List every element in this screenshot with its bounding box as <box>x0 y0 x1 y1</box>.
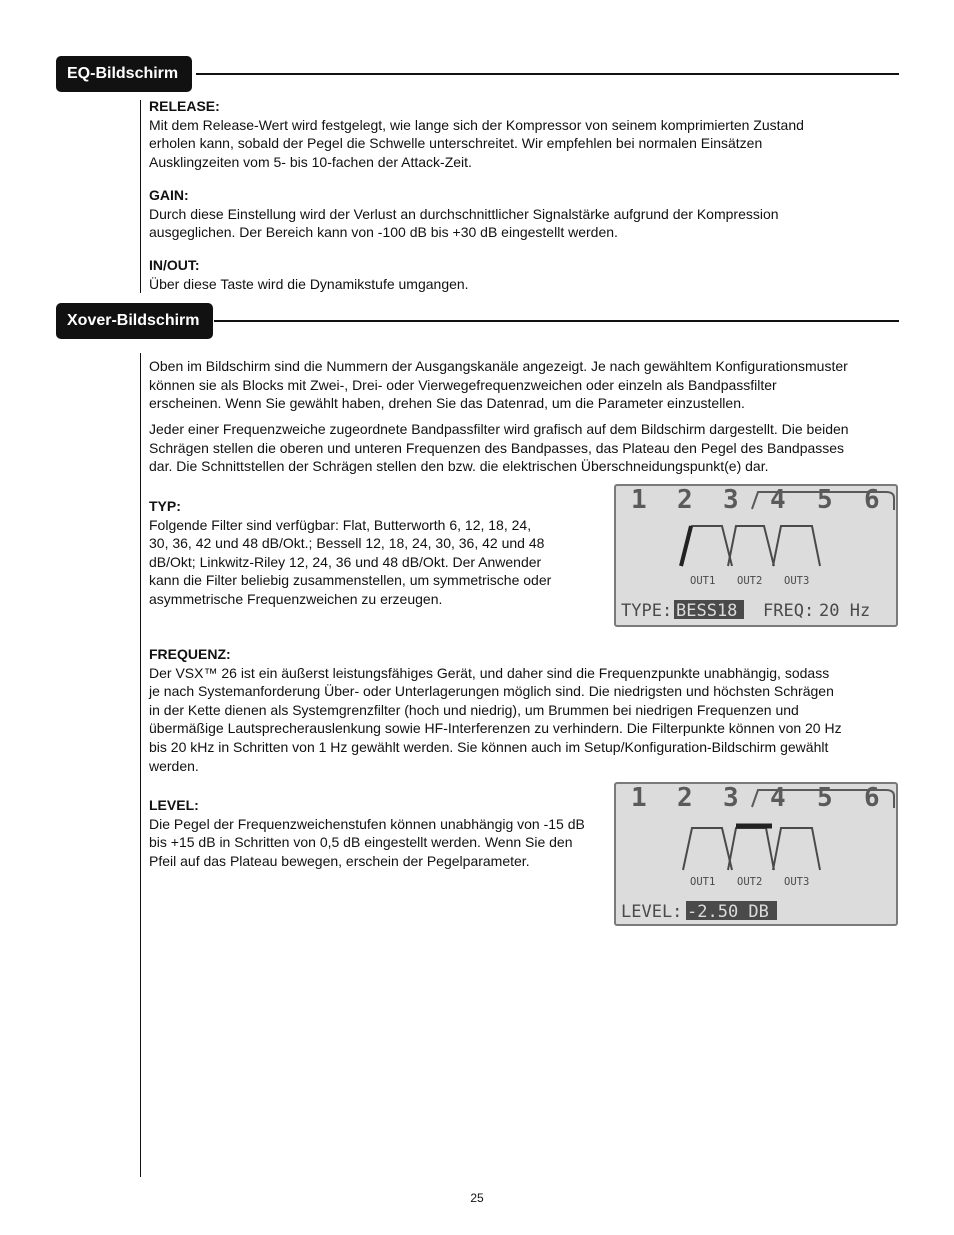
intro-line: Jeder einer Frequenzweiche zugeordnete Bandpassfilter wird grafisch auf dem Bildschirm dargestellt. Die beiden <box>149 421 849 437</box>
lcd-out-label: OUT3 <box>784 575 810 587</box>
typ-heading: TYP: <box>149 498 181 514</box>
lcd-xover-level-graphic <box>616 784 896 924</box>
typ-line: 30, 36, 42 und 48 dB/Okt.; Bessell 12, 18, 24, 30, 36, 42 und 48 <box>149 535 545 552</box>
frequenz-line: je nach Systemanforderung Über- oder Unterlagerungen möglich sind. Die niedrigsten und höchsten Schrägen <box>149 683 834 700</box>
xover-level <box>149 796 585 870</box>
lcd-channel-number: 3 <box>723 486 739 515</box>
frequenz-line: in der Kette dienen als Systemgrenzfilter (hoch und niedrig), um Brummen bei niedrigen Frequenzen und <box>149 701 799 718</box>
xover-frequenz <box>149 645 842 775</box>
lcd-out-label: OUT1 <box>690 876 716 888</box>
release-line: erholen kann, sobald der Pegel die Schwelle unterschreitet. Wir empfehlen bei normalen Einsätzen <box>149 135 763 152</box>
intro-line: können sie als Blocks mit Zwei-, Drei- oder Vierwegefrequenzweichen oder einzeln als Bandpassfilter <box>149 376 777 393</box>
lcd-out-label: OUT1 <box>690 575 716 587</box>
typ-line: asymmetrische Frequenzweichen zu erzeugen. <box>149 590 443 607</box>
frequenz-heading: FREQUENZ: <box>149 646 231 662</box>
typ-line: dB/Okt; Linkwitz-Riley 12, 24, 36 und 48 dB/Okt. Der Anwender <box>149 553 542 570</box>
gain-line: ausgeglichen. Der Bereich kann von -100 dB bis +30 dB eingestellt werden. <box>149 224 618 241</box>
section-title-xover: Xover-Bildschirm <box>56 303 213 339</box>
lcd-out-label: OUT2 <box>737 876 763 888</box>
lcd-channel-number: 2 <box>677 784 693 813</box>
lcd-channel-number: 5 <box>817 784 833 813</box>
frequenz-line: übermäßige Lautsprecherauslenkung sowie HF-Interferenzen zu verhindern. Die Filterpunkte können von 20 Hz <box>149 720 842 737</box>
lcd-freq-value: 20 Hz <box>819 601 871 621</box>
lcd-type-value: BESS18 <box>676 601 738 621</box>
lcd-out-label: OUT2 <box>737 575 763 587</box>
intro-line: Schrägen stellen die oberen und unteren Frequenzen des Bandpasses, das Plateau den Pegel des Bandpasses <box>149 439 845 456</box>
release-line: Ausklingzeiten vom 5- bis 10-fachen der Attack-Zeit. <box>149 153 472 170</box>
lcd-filter-curves <box>683 828 820 870</box>
xover-intro-2 <box>149 420 849 476</box>
lcd-channel-number: 4 <box>770 486 786 515</box>
lcd-selected-slope <box>681 526 691 566</box>
lcd-channel-number: 6 <box>864 784 880 813</box>
gain-heading: GAIN: <box>149 187 189 203</box>
inout-heading: IN/OUT: <box>149 257 200 273</box>
level-heading: LEVEL: <box>149 797 199 813</box>
margin-rule-eq <box>140 100 141 293</box>
release-line: Mit dem Release-Wert wird festgelegt, wie lange sich der Kompressor von seinem komprimierten Zustand <box>149 116 804 133</box>
lcd-freq-label: FREQ: <box>763 601 815 621</box>
frequenz-line: bis 20 kHz in Schritten von 1 Hz gewählt werden. Sie können auch im Setup/Konfiguration-Bildschirm gewählt <box>149 738 829 755</box>
lcd-level-value: -2.50 DB <box>687 902 769 922</box>
lcd-channel-number: 1 <box>631 784 647 813</box>
level-line: Die Pegel der Frequenzweichenstufen können unabhängig von -15 dB <box>149 815 585 832</box>
section-rule-eq <box>196 73 899 75</box>
intro-line: Oben im Bildschirm sind die Nummern der Ausgangskanäle angezeigt. Je nach gewähltem Konfigurationsmuster <box>149 358 848 374</box>
xover-intro-1 <box>149 357 848 413</box>
eq-inout <box>149 256 469 293</box>
intro-line: erscheinen. Wenn Sie gewählt haben, drehen Sie das Datenrad, um die Parameter einzustellen. <box>149 395 745 412</box>
eq-gain <box>149 186 779 242</box>
margin-rule-xover <box>140 353 141 1177</box>
intro-line: dar. Die Schnittstellen der Schrägen stellen den bzw. die elektrischen Überschneidungspunkt(e) dar. <box>149 458 769 475</box>
section-rule-xover <box>214 320 899 322</box>
level-line: bis +15 dB in Schritten von 0,5 dB eingestellt werden. Wenn Sie den <box>149 834 573 851</box>
typ-line: kann die Filter beliebig zusammenstellen, um symmetrische oder <box>149 572 552 589</box>
lcd-filter-curves <box>682 526 820 566</box>
gain-line: Durch diese Einstellung wird der Verlust an durchschnittlicher Signalstärke aufgrund der Kompression <box>149 205 779 222</box>
page-number: 25 <box>470 1191 484 1205</box>
lcd-level-label: LEVEL: <box>621 902 683 922</box>
level-line: Pfeil auf das Plateau bewegen, erschein der Pegelparameter. <box>149 852 530 869</box>
lcd-xover-type <box>614 484 898 627</box>
lcd-channel-number: 5 <box>817 486 833 515</box>
eq-release <box>149 97 804 171</box>
lcd-channel-number: 1 <box>631 486 647 515</box>
lcd-channel-number: 4 <box>770 784 786 813</box>
lcd-xover-type-graphic <box>616 486 896 625</box>
lcd-channel-number: 3 <box>723 784 739 813</box>
typ-line: Folgende Filter sind verfügbar: Flat, Butterworth 6, 12, 18, 24, <box>149 516 532 533</box>
lcd-channel-number: 2 <box>677 486 693 515</box>
lcd-channel-number: 6 <box>864 486 880 515</box>
xover-typ <box>149 497 551 609</box>
frequenz-line: Der VSX™ 26 ist ein äußerst leistungsfähiges Gerät, und daher sind die Frequenzpunkte unabhängig, sodass <box>149 664 830 681</box>
lcd-out-label: OUT3 <box>784 876 810 888</box>
lcd-type-label: TYPE: <box>621 601 673 621</box>
section-title-eq: EQ-Bildschirm <box>56 56 192 92</box>
release-heading: RELEASE: <box>149 98 220 114</box>
frequenz-line: werden. <box>149 757 199 774</box>
inout-line: Über diese Taste wird die Dynamikstufe umgangen. <box>149 275 469 292</box>
lcd-xover-level <box>614 782 898 926</box>
